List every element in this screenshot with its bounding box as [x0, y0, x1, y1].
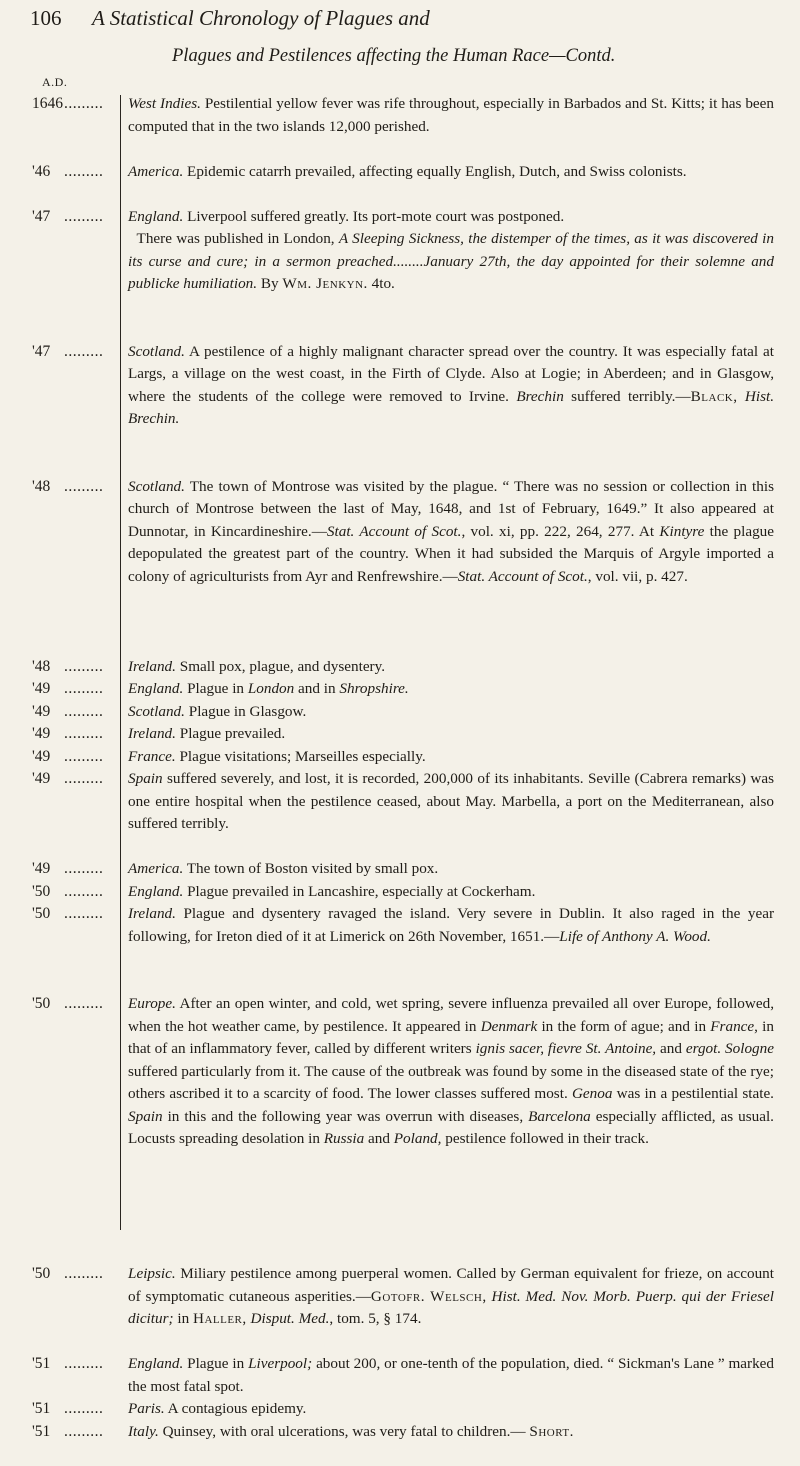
entry-year: [0, 656, 114, 679]
entry-year: [0, 723, 114, 746]
chronology-entry: [0, 723, 800, 746]
leader-dots: .........: [64, 477, 104, 495]
entry-text: Scotland. Plague in Glasgow.: [128, 702, 307, 720]
entry-year-label: '48: [32, 657, 51, 675]
entry-text: Spain suffered severely, and lost, it is recorded, 200,000 of its inhabitants. Seville (Cabrera remarks) was one entire hospital when the pestilence ceased, about May. Marbella, a port on the Mediterranean, also suffered terribly.: [128, 770, 774, 832]
entry-text: England. Plague in Liverpool; about 200, or one-tenth of the population, died. “ Sickman's Lane ” marked the most fatal spot.: [128, 1355, 775, 1395]
entry-text: America. The town of Boston visited by small pox.: [128, 860, 439, 877]
leader-dots: .........: [64, 905, 104, 922]
entry-text: France. Plague visitations; Marseilles especially.: [128, 747, 426, 765]
chronology-entry: [0, 858, 800, 881]
entry-year: [0, 993, 114, 1263]
chronology-entry: [0, 768, 800, 858]
entry-year-label: '47: [32, 207, 51, 225]
chronology-entry: [0, 161, 800, 206]
chronology-entries: [0, 93, 800, 1466]
chronology-entry: [0, 1421, 800, 1466]
entry-year-label: '49: [32, 680, 51, 697]
entry-year: [0, 341, 114, 476]
entry-year-label: '50: [32, 905, 51, 922]
leader-dots: .........: [64, 725, 104, 742]
entry-year: [0, 161, 114, 206]
entry-year-label: 1646: [32, 95, 63, 112]
leader-dots: .........: [64, 1265, 104, 1282]
entry-text: Europe. After an open winter, and cold, wet spring, severe influenza prevailed all over Europe, followed, when the hot weather came, by pestilence. It appeared in Denmark in the form of ague; and in France, in that of an inflammatory fever, called by different writers ignis sacer, fievre St. Antoine, and ergot. Sologne suffered particularly from it. The cause of the outbreak was found by some in the diseased state of the rye; others ascribed it to a scarcity of food. The lower classes suffered most. Genoa was in a pestilential state. Spain in this and the following year was overrun with diseases, Barcelona especially afflicted, as usual. Locusts spreading desolation in Russia and Poland, pestilence followed in their track.: [128, 995, 774, 1147]
entry-year: [0, 903, 114, 993]
entry-text: England. Plague in London and in Shropshire.: [128, 680, 409, 697]
leader-dots: .........: [64, 1400, 104, 1417]
chronology-entry: [0, 341, 800, 476]
entry-year: [0, 1421, 114, 1466]
entry-year-label: '46: [32, 162, 51, 180]
running-title: A Statistical Chronology of Plagues and: [92, 6, 430, 30]
leader-dots: .........: [64, 860, 104, 877]
entry-year: [0, 1353, 114, 1398]
chronology-entry: [0, 476, 800, 656]
entry-year-label: '50: [32, 1265, 51, 1282]
entry-year-label: '49: [32, 725, 51, 742]
chronology-entry: [0, 1353, 800, 1398]
entry-year: [0, 858, 114, 881]
page-number: 106: [30, 6, 62, 30]
leader-dots: .........: [64, 882, 104, 900]
leader-dots: .........: [64, 680, 104, 697]
chronology-entry: [0, 993, 800, 1263]
entry-year: [0, 206, 114, 341]
entry-text: Ireland. Plague prevailed.: [128, 725, 286, 742]
leader-dots: .........: [64, 995, 104, 1012]
entry-text: Ireland. Plague and dysentery ravaged the island. Very severe in Dublin. It also raged in the year following, for Ireton died of it at Limerick on 26th November, 1651.—Life of Anthony A. Wood.: [128, 905, 774, 945]
entry-year: [0, 701, 114, 724]
entry-text: England. Liverpool suffered greatly. Its port-mote court was postponed. There was published in London, A Sleeping Sickness, the distemper of the times, as it was discovered in its curse and cure; in a sermon preached........January 27th, the day appointed for their solemne and publicke humiliation. By Wm. Jenkyn. 4to.: [128, 207, 774, 292]
entry-year: [0, 93, 114, 161]
entry-year-label: '49: [32, 860, 51, 877]
entry-year-label: '51: [32, 1422, 51, 1440]
entry-text: England. Plague prevailed in Lancashire, especially at Cockerham.: [128, 882, 536, 900]
entry-text: Scotland. The town of Montrose was visited by the plague. “ There was no session or collection in this church of Montrose between the last of May, 1648, and 1st of February, 1649.” It also appeared at Dunnotar, in Kincardineshire.—Stat. Account of Scot., vol. xi, pp. 222, 264, 277. At Kintyre the plague depopulated the greatest part of the country. When it had subsided the Marquis of Argyle imported a colony of agriculturists from Ayr and Renfrewshire.—Stat. Account of Scot., vol. vii, p. 427.: [128, 477, 774, 585]
entry-year-label: '49: [32, 770, 51, 787]
leader-dots: .........: [64, 207, 104, 225]
entry-year-label: '49: [32, 702, 51, 720]
leader-dots: .........: [64, 702, 104, 720]
leader-dots: .........: [64, 342, 104, 360]
leader-dots: .........: [64, 95, 104, 112]
entry-text: Paris. A contagious epidemy.: [128, 1400, 307, 1417]
entry-year-label: '51: [32, 1400, 51, 1417]
entry-year-label: '50: [32, 995, 51, 1012]
entry-year-label: '50: [32, 882, 51, 900]
leader-dots: .........: [64, 770, 104, 787]
chronology-entry: [0, 678, 800, 701]
entry-text: Leipsic. Miliary pestilence among puerperal women. Called by German equivalent for frieze, on account of symptomatic cutaneous asperities.—Gotofr. Welsch, Hist. Med. Nov. Morb. Puerp. qui der Friesel dicitur; in Haller, Disput. Med., tom. 5, § 174.: [128, 1265, 774, 1327]
chronology-entry: [0, 701, 800, 724]
entry-text: Ireland. Small pox, plague, and dysentery.: [128, 657, 386, 675]
leader-dots: .........: [64, 657, 104, 675]
entry-year: [0, 768, 114, 858]
entry-year-label: '49: [32, 747, 51, 765]
chronology-entry: [0, 1263, 800, 1353]
entry-year: [0, 476, 114, 656]
entry-text: America. Epidemic catarrh prevailed, affecting equally English, Dutch, and Swiss colonists.: [128, 162, 687, 180]
entry-year: [0, 678, 114, 701]
entry-year-label: '47: [32, 342, 51, 360]
leader-dots: .........: [64, 747, 104, 765]
chronology-entry: [0, 746, 800, 769]
leader-dots: .........: [64, 162, 104, 180]
chronology-entry: [0, 656, 800, 679]
section-title: Plagues and Pestilences affecting the Human Race—Contd.: [172, 46, 616, 66]
entry-text: Italy. Quinsey, with oral ulcerations, was very fatal to children.— Short.: [128, 1422, 574, 1440]
entry-year: [0, 746, 114, 769]
entry-year: [0, 1263, 114, 1353]
entry-text: Scotland. A pestilence of a highly malignant character spread over the country. It was especially fatal at Largs, a village on the west coast, in the Firth of Clyde. Also at Logie; in Aberdeen; and in Glasgow, where the students of the college were removed to Irvine. Brechin suffered terribly.—Black, Hist. Brechin.: [128, 342, 775, 427]
entry-text: West Indies. Pestilential yellow fever was rife throughout, especially in Barbados and St. Kitts; it has been computed that in the two islands 12,000 perished.: [128, 95, 775, 135]
leader-dots: .........: [64, 1422, 104, 1440]
entry-year: [0, 1398, 114, 1421]
era-label: A.D.: [42, 75, 68, 89]
chronology-entry: [0, 1398, 800, 1421]
chronology-entry: [0, 206, 800, 341]
chronology-entry: [0, 903, 800, 993]
entry-year-label: '48: [32, 477, 51, 495]
chronology-entry: [0, 881, 800, 904]
chronology-entry: [0, 93, 800, 161]
entry-year: [0, 881, 114, 904]
leader-dots: .........: [64, 1355, 104, 1372]
entry-year-label: '51: [32, 1355, 51, 1372]
